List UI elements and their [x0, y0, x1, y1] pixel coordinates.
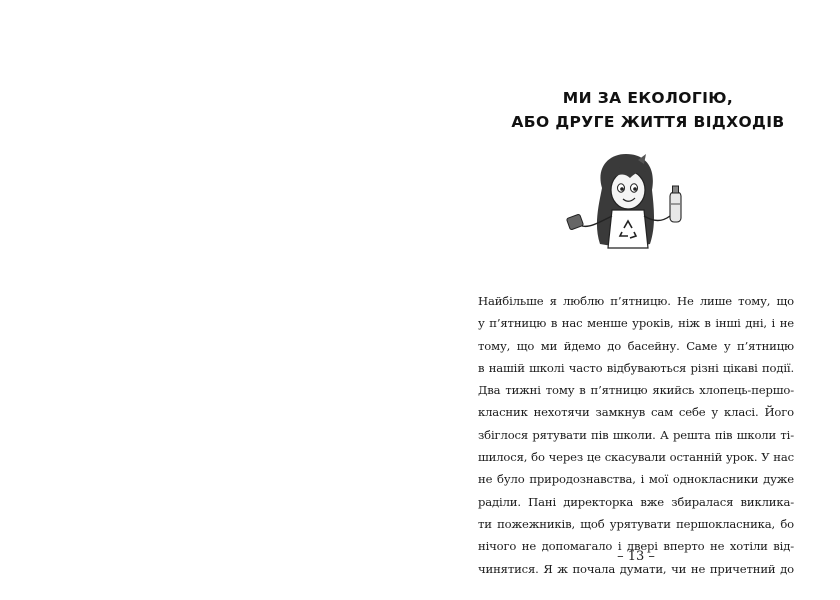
page-number: – 13 –: [617, 549, 655, 564]
body-line: раділи. Пані директорка вже збиралася виклика-: [478, 494, 794, 509]
body-line: ти пожежників, щоб урятувати першокласника, бо: [478, 516, 794, 531]
chapter-title-line-2: АБО ДРУГЕ ЖИТТЯ ВІДХОДІВ: [511, 113, 785, 131]
body-line: нічого не допомагало і двері вперто не хотіли від-: [478, 539, 794, 554]
girl-recycling-illustration-icon: [550, 148, 700, 266]
body-line: тому, що ми йдемо до басейну. Саме у п’ятницю: [478, 338, 794, 353]
body-text: [478, 290, 794, 580]
body-line: шилося, бо через це скасували останній урок. У нас: [478, 450, 794, 465]
body-line: збіглося рятувати пів школи. А решта пів школи ті-: [478, 427, 794, 442]
body-line: Два тижні тому в п’ятницю якийсь хлопець-першо-: [478, 383, 794, 398]
chapter-title-line-1: МИ ЗА ЕКОЛОГІЮ,: [562, 89, 734, 107]
body-line: чинятися. Я ж почала думати, чи не причетний до: [478, 561, 794, 576]
body-line: в нашій школі часто відбуваються різні цікаві події.: [478, 360, 794, 375]
body-line: класник нехотячи замкнув сам себе у класі. Його: [478, 405, 794, 420]
body-line: не було природознавства, і мої однокласники дуже: [478, 472, 794, 487]
body-line: у п’ятницю в нас менше уроків, ніж в інші дні, і не: [478, 316, 794, 331]
chapter-title: [478, 86, 818, 134]
body-line: Найбільше я люблю п’ятницю. Не лише тому, що: [478, 294, 794, 308]
